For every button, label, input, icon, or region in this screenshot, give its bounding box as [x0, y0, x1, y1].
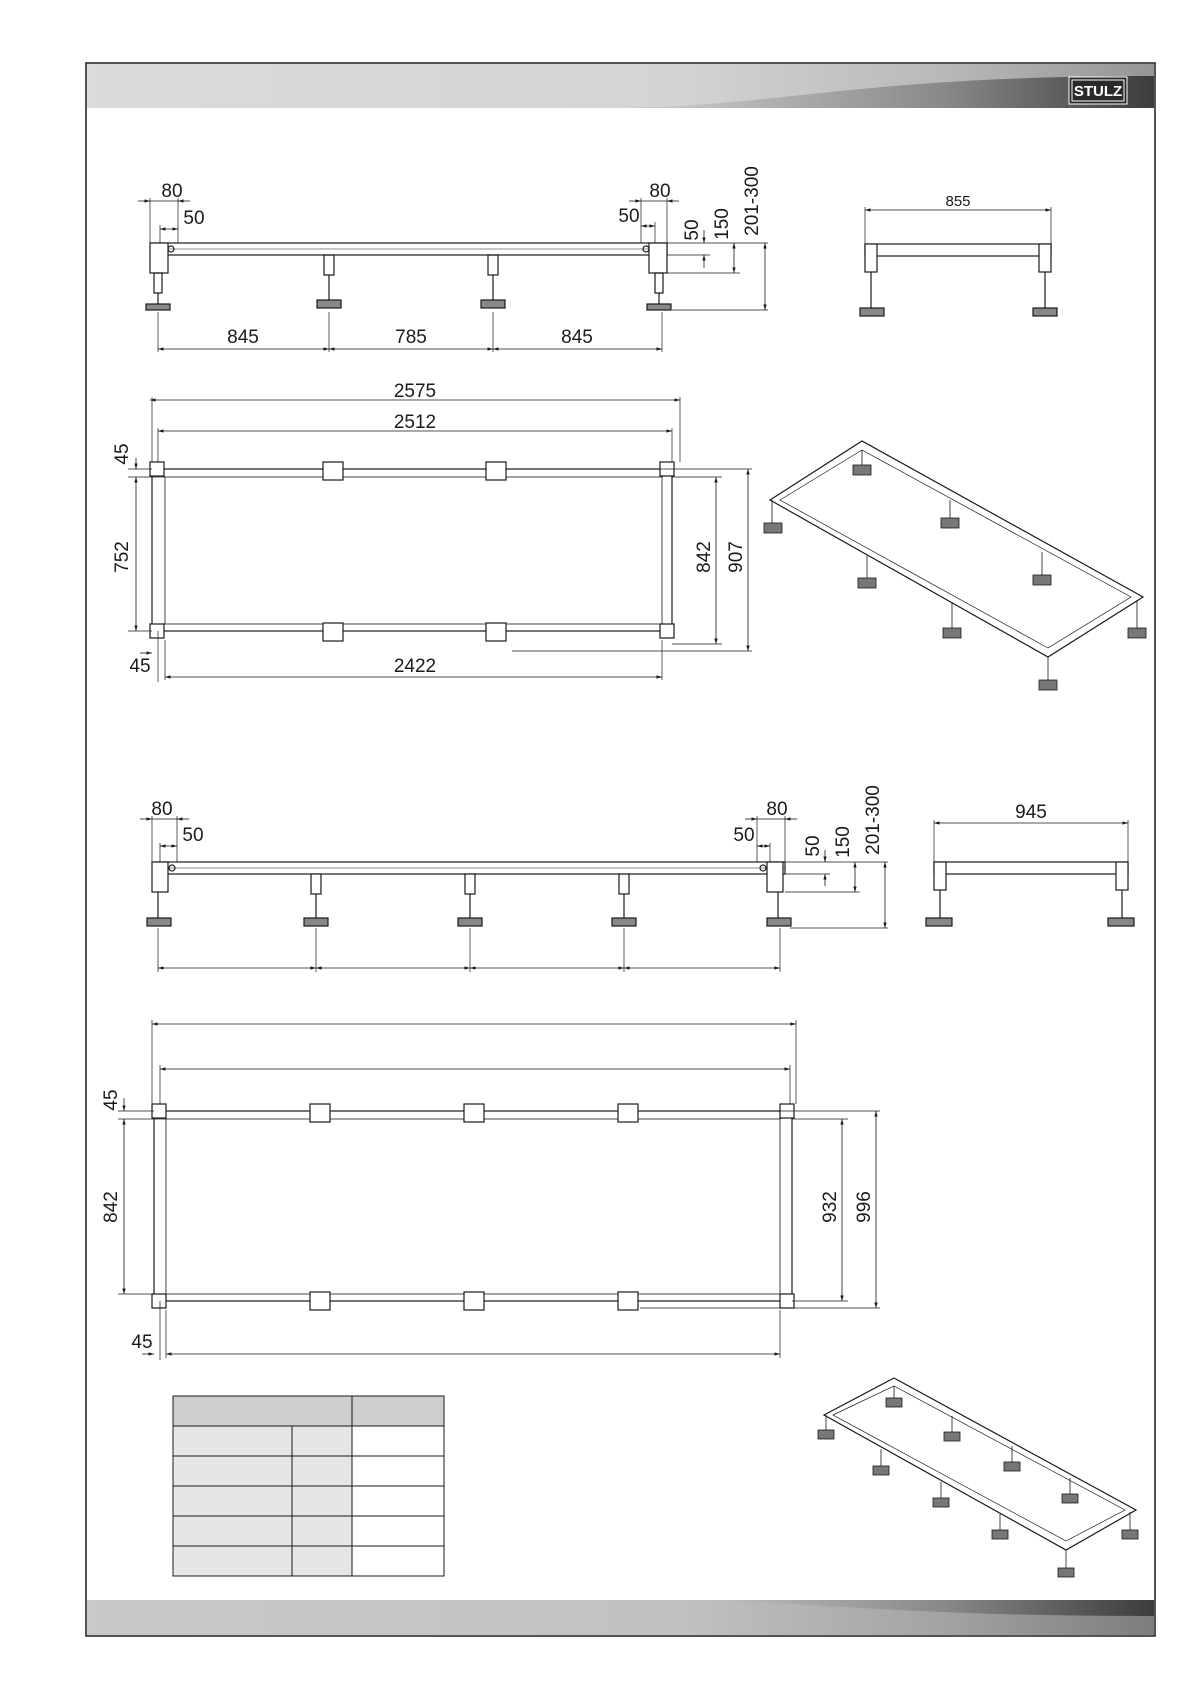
d2-plan-right-outer: 996: [854, 1191, 875, 1223]
footer-band: [87, 1600, 1154, 1635]
d1-side-50-right: 50: [618, 206, 640, 227]
d1-side-span-2: 785: [395, 327, 427, 348]
d1-side-height: 201-300: [742, 166, 763, 236]
d1-side-span-1: 845: [227, 327, 259, 348]
drawing1-end-view: [860, 207, 1057, 316]
drawing2-plan-view: [118, 1020, 880, 1360]
drawing1-side-legs: [146, 255, 671, 310]
d1-end-width: 855: [945, 193, 971, 210]
table-row: [173, 1546, 292, 1576]
d1-plan-right-inner: 842: [694, 541, 715, 573]
stulz-logo: [1069, 77, 1127, 104]
d2-plan-right-inner: 932: [820, 1191, 841, 1223]
table-header-cell-2: [352, 1396, 444, 1426]
d2-plan-left-height: 842: [101, 1191, 122, 1223]
d1-side-span-3: 845: [561, 327, 593, 348]
drawing2-side-legs: [147, 874, 791, 926]
d1-side-80-left: 80: [161, 181, 183, 202]
table-row: [173, 1426, 292, 1456]
logo-text: STULZ: [1073, 83, 1123, 100]
d2-plan-left-top: 45: [101, 1089, 122, 1111]
spec-table: [173, 1396, 444, 1576]
d1-side-150: 150: [712, 208, 733, 240]
table-row: [173, 1456, 292, 1486]
d1-side-50-left: 50: [183, 208, 205, 229]
drawing2-side-labels: [151, 785, 884, 858]
d1-plan-left-bottom: 45: [129, 656, 151, 677]
d2-side-50-right: 50: [733, 825, 755, 846]
d2-side-150: 150: [833, 826, 854, 858]
table-row: [173, 1486, 292, 1516]
drawing2-isometric-view: [818, 1378, 1138, 1577]
d2-end-width: 945: [1015, 802, 1047, 823]
header-band: [87, 64, 1154, 108]
d1-plan-left-top: 45: [112, 443, 133, 465]
d2-side-80-right: 80: [766, 799, 788, 820]
drawing2-plan-labels: [101, 1089, 875, 1353]
d2-side-50-vertical: 50: [803, 835, 824, 857]
table-header-cell-1: [173, 1396, 352, 1426]
d1-plan-right-outer: 907: [726, 541, 747, 573]
drawing1-plan-view: [128, 397, 752, 682]
d2-side-80-left: 80: [151, 799, 173, 820]
drawing1-isometric-view: [764, 441, 1146, 690]
d2-plan-left-bottom: 45: [131, 1332, 153, 1353]
drawing2-end-view: [926, 820, 1134, 926]
drawing2-side-view: [140, 816, 888, 972]
table-row: [173, 1516, 292, 1546]
d1-plan-overall: 2575: [393, 381, 437, 402]
d2-side-50-left: 50: [182, 825, 204, 846]
drawing1-plan-labels: [112, 381, 747, 677]
table-body: [173, 1426, 444, 1576]
d1-side-80-right: 80: [649, 181, 671, 202]
d1-plan-inner: 2512: [393, 412, 437, 433]
d1-plan-left-height: 752: [112, 541, 133, 573]
d2-side-height: 201-300: [863, 785, 884, 855]
d1-side-50-vertical: 50: [682, 219, 703, 241]
drawing1-side-labels: [161, 166, 763, 348]
d1-plan-bottom: 2422: [393, 656, 437, 677]
